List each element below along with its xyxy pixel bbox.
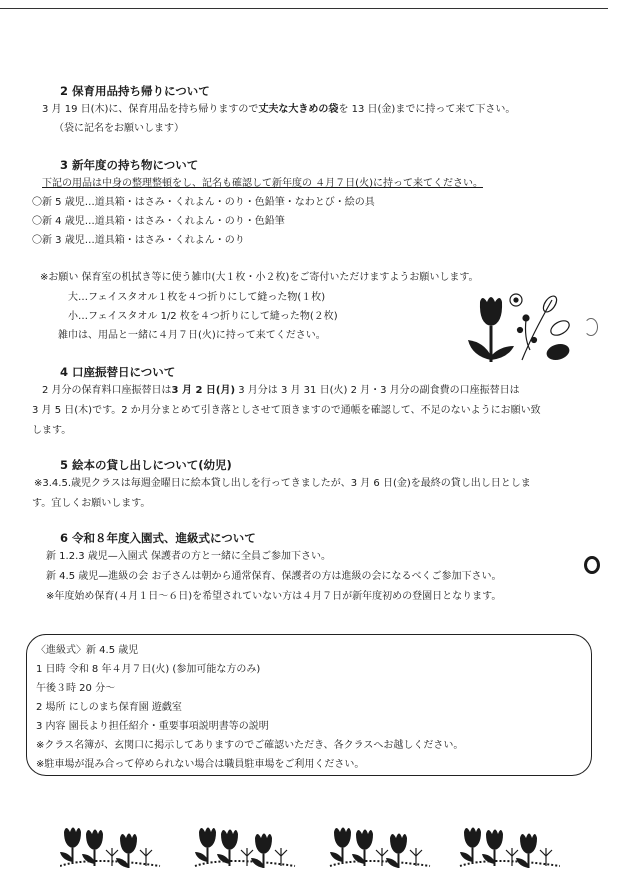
section-4-text-a: 2 月分の保育料口座振替日は: [42, 385, 172, 396]
section-5-line-1: ※3.4.5.歳児クラスは毎週金曜日に絵本貸し出しを行ってきましたが、3 月 6 日(金)を最終の貸し出し日としま: [34, 478, 531, 489]
section-2-line-1: [42, 104, 515, 117]
section-3-item: 〇新 5 歳児…道具箱・はさみ・くれよん・のり・色鉛筆・なわとび・絵の具: [32, 197, 375, 208]
tulip-icon: [468, 297, 514, 362]
request-line-4: 雑巾は、用品と一緒に４月７日(火)に持って来てください。: [58, 330, 326, 341]
section-2-text-c: を 13 日(金)までに持って来て下さい。: [338, 104, 516, 115]
section-2-heading: 2 保育用品持ち帰りについて: [60, 84, 210, 98]
section-4-emphasis: 3 月 2 日(月): [171, 385, 236, 396]
section-6-line-2: 新 4.5 歳児—進級の会 お子さんは朝から通常保育、保護者の方は進級の会になるべくご参加下さい。: [46, 571, 502, 582]
section-6-heading: 6 令和８年度入園式、進級式について: [60, 531, 256, 545]
box-line-4: 2 場所 にしのまち保育園 遊戯室: [36, 702, 182, 713]
box-line-3: 午後３時 20 分～: [36, 683, 116, 694]
top-rule: [0, 8, 608, 9]
section-3-item: 〇新 4 歳児…道具箱・はさみ・くれよん・のり・色鉛筆: [32, 216, 285, 227]
section-5-heading: 5 絵本の貸し出しについて(幼児): [60, 458, 232, 472]
section-5-line-2: す。宜しくお願いします。: [32, 498, 151, 509]
section-3-item: 〇新 3 歳児…道具箱・はさみ・くれよん・のり: [32, 235, 245, 246]
ring-mark-bold: [584, 556, 600, 574]
section-2-line-2: （袋に記名をお願いします）: [54, 123, 184, 134]
tulip-border: [60, 822, 560, 868]
tulip-illustration: [460, 290, 580, 380]
leaf-sprig-icon: [510, 294, 572, 362]
section-2-text-a: 3 月 19 日(木)に、保育用品を持ち帰りますので: [42, 104, 259, 115]
section-4-heading: 4 口座振替日について: [60, 365, 176, 379]
box-line-6: ※クラス名簿が、玄関口に掲示してありますのでご確認いただき、各クラスへお越しください。: [36, 740, 464, 751]
section-4-text-c: 3 月分は 3 月 31 日(火) 2 月・3 月分の副食費の口座振替日は: [235, 385, 520, 396]
section-4-line-1: [42, 385, 520, 398]
request-line-1: ※お願い 保育室の机拭き等に使う雑巾(大１枚・小２枚)をご寄付いただけますようお願いします。: [40, 272, 479, 283]
section-3-heading: 3 新年度の持ち物について: [60, 158, 199, 172]
section-4-line-2: 3 月 5 日(木)です。2 か月分まとめて引き落としさせて頂きますので通帳を確認して、不足のないようにお願い致: [32, 405, 541, 416]
section-2-emphasis: 丈夫な大きめの袋: [258, 104, 339, 115]
section-6-line-3: ※年度始め保育(４月１日～６日)を希望されていない方は４月７日が新年度初めの登園日となります。: [46, 591, 502, 602]
ring-mark: [584, 318, 598, 336]
box-line-1: 〈進級式〉新 4.5 歳児: [36, 645, 139, 656]
box-line-7: ※駐車場が混み合って停められない場合は職員駐車場をご利用ください。: [36, 759, 365, 770]
section-4-line-3: します。: [32, 425, 72, 436]
request-line-2: 大…フェイスタオル１枚を４つ折りにして縫った物(１枚): [68, 292, 326, 303]
request-line-3: 小…フェイスタオル 1/2 枚を４つ折りにして縫った物(２枚): [68, 311, 338, 322]
box-line-2: 1 日時 令和 8 年４月７日(火) (参加可能な方のみ): [36, 664, 261, 675]
section-3-intro: 下記の用品は中身の整理整頓をし、記名も確認して新年度の ４月７日(火)に持って来てください。: [42, 178, 483, 189]
box-line-5: 3 内容 園長より担任紹介・重要事項説明書等の説明: [36, 721, 269, 732]
section-6-line-1: 新 1.2.3 歳児—入園式 保護者の方と一緒に全員ご参加下さい。: [46, 551, 331, 562]
